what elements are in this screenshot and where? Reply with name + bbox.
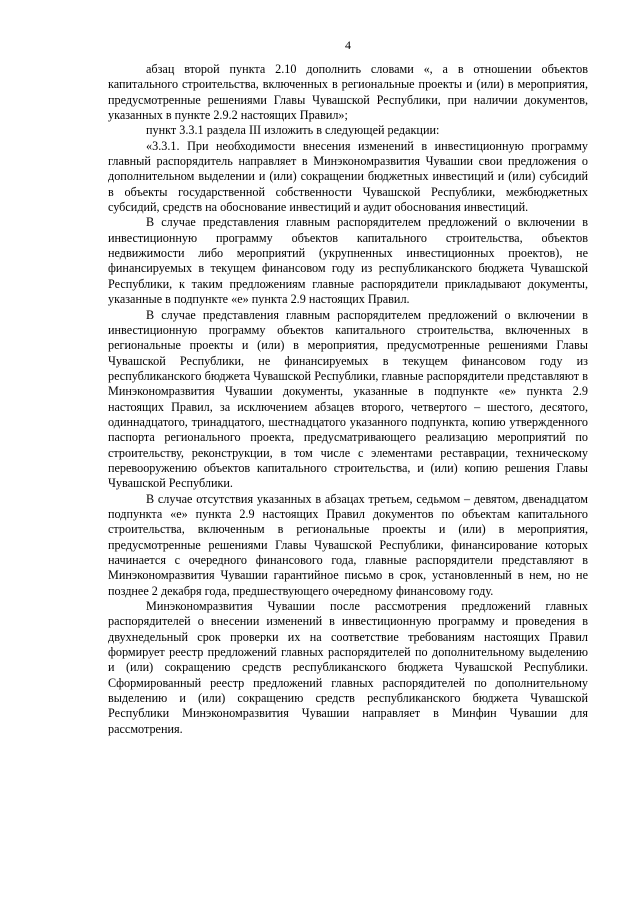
paragraph-2: пункт 3.3.1 раздела III изложить в следующей редакции:	[146, 123, 440, 138]
paragraph-6: В случае отсутствия указанных в абзацах третьем, седьмом – девятом, двенадцатом подпункта «е» пункта 2.9 настоящих Правил документов по объектам капитального строительства, включенным в региональные проекты и (или) в мероприятия, предусмотренные решениями Главы Чувашской Республики, финансирование которых начинается с очередного финансового года, главные распорядители представляют в Минэкономразвития Чувашии гарантийное письмо в срок, установленный в нем, но не позднее 2 декабря года, предшествующего очередному финансовому году.	[108, 491, 588, 598]
paragraph-1: абзац второй пункта 2.10 дополнить словами «, а в отношении объектов капитального строительства, включенных в региональные проекты и (или) в мероприятия, предусмотренные решениями Главы Чувашской Республики, при наличии документов, указанных в пункте 2.9.2 настоящих Правил»;	[108, 62, 588, 123]
paragraph-4: В случае представления главным распорядителем предложений о включении в инвестиционную программу объектов капитального строительства, объектов недвижимости либо мероприятий (укрупненных инвестиционных проектов), не финансируемых в текущем финансовом году из республиканского бюджета Чувашской Республики, к таким предложениям главные распорядители прикладывают документы, указанные в подпункте «е» пункта 2.9 настоящих Правил.	[108, 215, 588, 307]
paragraph-7: Минэкономразвития Чувашии после рассмотрения предложений главных распорядителей о внесении изменений в инвестиционную программу и проведения в двухнедельный срок проверки их на соответствие требованиям настоящих Правил формирует реестр предложений главных распорядителей по дополнительному выделению и (или) сокращению средств республиканского бюджета Чувашской Республики. Сформированный реестр предложений главных распорядителей по дополнительному выделению и (или) сокращению средств республиканского бюджета Чувашской Республики Минэкономразвития Чувашии направляет в Минфин Чувашии для рассмотрения.	[108, 599, 588, 736]
paragraph-5: В случае представления главным распорядителем предложений о включении в инвестиционную программу объектов капитального строительства, включенных в региональные проекты и (или) в мероприятия, предусмотренные решениями Главы Чувашской Республики, не финансируемых в текущем финансовом году из республиканского бюджета Чувашской Республики, главные распорядители представляют в Минэкономразвития Чувашии документы, указанные в подпункте «е» пункта 2.9 настоящих Правил, за исключением абзацев второго, четвертого – шестого, десятого, одиннадцатого, тринадцатого, шестнадцатого указанного подпункта, копию утвержденного паспорта регионального проекта, предусматривающего реализацию мероприятий по строительству, реконструкции, в том числе с элементами реставрации, техническому перевооружению объектов капитального строительства, и (или) копию решения Главы Чувашской Республики.	[108, 307, 588, 491]
paragraph-3: «3.3.1. При необходимости внесения изменений в инвестиционную программу главный распорядитель направляет в Минэкономразвития Чувашии свои предложения о дополнительном выделении и (или) сокращении бюджетных инвестиций и (или) субсидий в объекты государственной собственности Чувашской Республики, межбюджетных субсидий, средств на обоснование инвестиций и аудит обоснования инвестиций.	[108, 138, 588, 215]
page-number: 4	[345, 38, 351, 52]
